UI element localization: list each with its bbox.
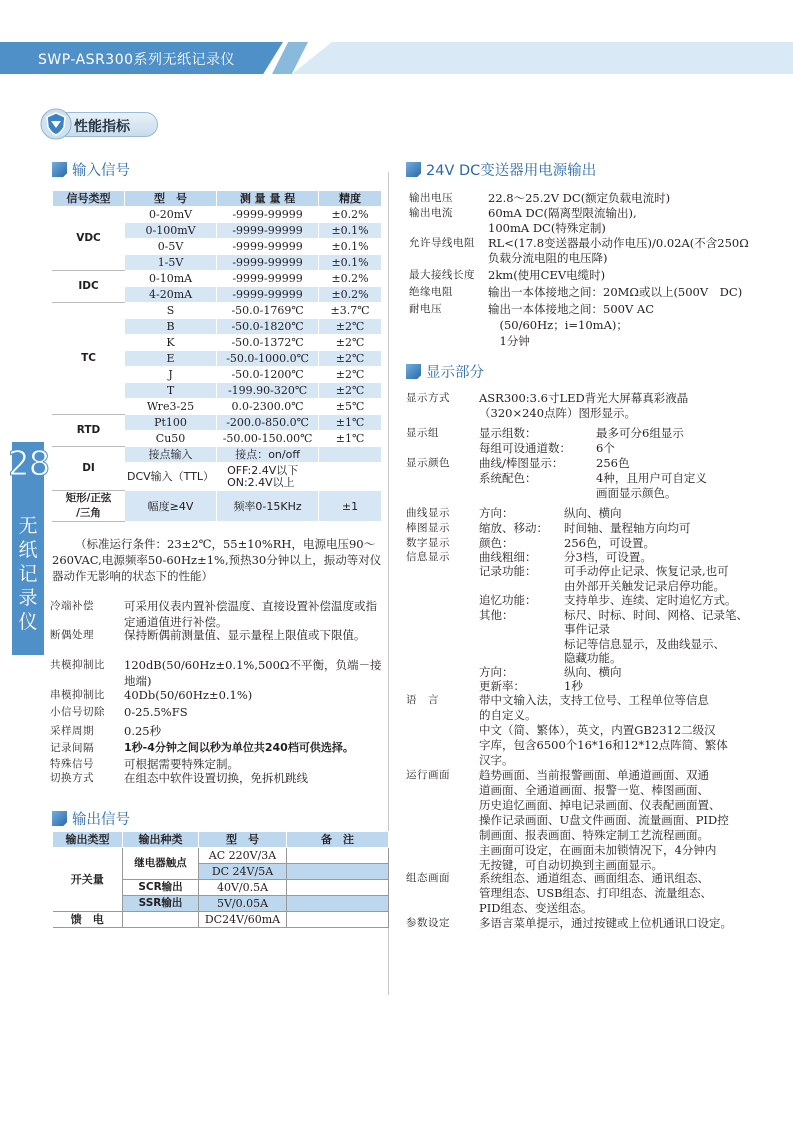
header-band [0,42,793,74]
in-accuracy: ±2℃ [319,367,382,383]
display-value: 1秒 [564,679,583,693]
spec-value: 40Db(50/60Hz±0.1%) [124,688,253,702]
side-tab [8,442,50,655]
display-label: 趋势画面、当前报警画面、单通道画面、双通 [479,768,709,782]
in-accuracy: ±2℃ [319,335,382,351]
display-label: 记录功能： [479,564,537,578]
in-range: -9999-99999 [217,239,319,255]
in-accuracy: ±0.1% [319,255,382,271]
in-model: 幅度≥4V [125,491,217,522]
display-label: 中文（简、繁体），英文，内置GB2312二级汉 [479,723,716,737]
display-key: 语 言 [406,694,439,706]
display-label: PID组态、变送组态。 [479,901,593,915]
table-row [53,491,382,522]
out-header-model: 型 号 [199,832,287,848]
display-row [406,455,790,471]
in-accuracy: ±1 [319,491,382,522]
out-note [287,912,389,928]
in-model: K [125,335,217,351]
out-model: DC 24V/5A [199,864,287,880]
display-label: 制画面、报表画面、特殊定制工艺流程画面。 [479,828,709,842]
power-value: 22.8～25.2V DC(额定负载电流时) [488,191,671,205]
display-label: 系统组态、通道组态、画面组态、通讯组态、 [479,871,709,885]
in-range: 接点：on/off [217,447,319,463]
in-accuracy: ±0.2% [319,271,382,287]
display-row [406,563,790,579]
out-model: DC24V/60mA [199,912,287,928]
in-model: S [125,303,217,319]
in-range: -50.0-1820℃ [217,319,319,335]
page-number: 28 [8,444,50,484]
power-value: 100mA DC(特殊定制) [488,221,606,235]
in-model: T [125,383,217,399]
display-value: 可手动停止记录、恢复记录,也可 [564,564,729,578]
in-range: -9999-99999 [217,223,319,239]
display-row [406,842,790,858]
in-model: 0-10mA [125,271,217,287]
spec-row [50,704,382,720]
table-row [53,415,382,431]
display-row [406,797,790,813]
power-key: 输出电流 [409,207,453,219]
display-row [406,870,790,886]
out-header-note: 备 注 [287,832,389,848]
power-value: 负载分流电阻的电压降) [488,251,608,265]
out-note [287,848,389,864]
power-key: 允许导线电阻 [409,237,475,249]
spec-value: 0.25秒 [124,724,162,738]
in-accuracy: ±2℃ [319,351,382,367]
power-key: 最大接线长度 [409,269,475,281]
in-accuracy: ±2℃ [319,383,382,399]
display-value: 纵向、横向 [564,506,622,520]
display-label: 其他： [479,608,514,622]
square-bullet-icon [406,364,421,379]
display-value: 标尺、时标、时间、网格、记录笔、 [564,608,748,622]
spec-value: 0-25.5%FS [124,705,188,719]
display-value: 256色，可设置。 [564,536,655,550]
power-row [409,301,789,317]
power-value: RL<(17.8变送器最小动作电压)/0.02A(不含250Ω [488,236,749,250]
display-label: ASR300:3.6寸LED背光大屏幕真彩液晶 [479,391,689,405]
spec-row [50,598,382,630]
spec-value: 保持断偶前测量值、显示量程上限值或下限值。 [124,628,366,642]
spec-value: 在组态中软件设置切换，免拆机跳线 [124,771,308,785]
input-title: 输入信号 [72,163,130,179]
display-label: （320×240点阵）图形显示。 [479,406,637,420]
side-title-char: 纸 [18,539,38,561]
display-row [406,470,790,486]
in-header-3: 精度 [319,191,382,207]
display-key: 显示方式 [406,392,450,404]
spec-row [50,723,382,739]
display-row [406,767,790,783]
display-label: 主画面可设定，在画面未加锁情况下，4分钟内 [479,843,717,857]
display-row [406,827,790,843]
shield-icon [40,108,72,140]
in-accuracy: ±3.7℃ [319,303,382,319]
out-note [287,896,389,912]
performance-heading [40,108,160,140]
display-label: 颜色： [479,536,514,550]
spec-key: 记录间隔 [50,742,94,754]
in-range: -50.0-1000.0℃ [217,351,319,367]
in-range: -50.0-1200℃ [217,367,319,383]
in-range: -199.90-320℃ [217,383,319,399]
display-value: 画面显示颜色。 [596,486,677,500]
in-range: -50.0-1372℃ [217,335,319,351]
side-title-char: 录 [18,587,38,609]
in-accuracy: ±0.1% [319,239,382,255]
square-bullet-icon [52,162,67,177]
display-row [406,592,790,608]
input-heading [52,159,130,177]
spec-value: 可根据需要特殊定制。 [124,757,239,771]
spec-value: 可采用仪表内置补偿温度、直接设置补偿温度或指定通道值进行补偿。 [124,599,377,629]
output-heading [52,808,130,826]
out-note [287,864,389,880]
display-value: 256色 [596,456,630,470]
display-heading [406,361,484,379]
display-label: 的自定义。 [479,708,537,722]
in-model: E [125,351,217,367]
display-row [406,692,790,708]
display-row [406,405,790,421]
spec-key: 特殊信号 [50,758,94,770]
side-title [18,514,38,634]
display-row [406,621,790,637]
display-label: 历史追忆画面、掉电记录画面、仪表配画面置、 [479,798,721,812]
power-row [409,333,789,349]
spec-key: 共模抑制比 [50,659,105,671]
in-range: OFF:2.4V以下 ON:2.4V以上 [217,463,319,491]
display-row [406,737,790,753]
spec-key: 切换方式 [50,772,94,784]
header-light-band [292,42,793,74]
display-value: 纵向、横向 [564,665,622,679]
power-row [409,220,789,236]
display-value: 隐藏功能。 [564,651,622,665]
out-cat-switch: 开关量 [53,848,123,912]
in-model: Wre3-25 [125,399,217,415]
display-value: 由外部开关触发记录启停功能。 [564,579,725,593]
display-label: 方向： [479,665,514,679]
display-row [406,915,790,931]
in-model: 0-5V [125,239,217,255]
in-range: -9999-99999 [217,255,319,271]
in-accuracy: ±0.2% [319,207,382,223]
power-key: 绝缘电阻 [409,286,453,298]
performance-title: 性能指标 [74,119,130,135]
in-model: DCV输入（TTL） [125,463,217,491]
display-row [406,752,790,768]
display-value: 标记等信息显示，及曲线显示、 [564,637,725,651]
table-row [53,207,382,223]
display-label: 道画面、全通道画面、报警一览、棒图画面、 [479,783,709,797]
out-relay: 继电器触点 [123,848,199,880]
side-title-char: 无 [18,515,38,537]
out-ssr: SSR输出 [123,896,199,912]
output-table [52,831,389,928]
spec-row [50,657,382,689]
in-model: J [125,367,217,383]
in-model: B [125,319,217,335]
in-category: 矩形/正弦 /三角 [53,491,125,522]
in-header-0: 信号类型 [53,191,125,207]
display-label: 缩放、移动： [479,521,548,535]
standard-conditions: （标准运行条件：23±2℃，55±10%RH，电源电压90～260VAC,电源频率50-60Hz±1%,预热30分钟以上，振动等对仪器动作无影响的状态下的性能） [52,537,382,583]
display-label: 汉字。 [479,753,514,767]
in-model: Cu50 [125,431,217,447]
in-category: IDC [53,271,125,303]
power-row [409,205,789,221]
in-accuracy: ±0.1% [319,223,382,239]
output-title: 输出信号 [72,812,130,828]
display-row [406,485,790,501]
out-model: AC 220V/3A [199,848,287,864]
side-title-char: 记 [18,563,38,585]
spec-value: 120dB(50/60Hz±0.1%,500Ω不平衡，负端－接地端) [124,658,382,688]
header-title: SWP-ASR300系列无纸记录仪 [38,52,236,68]
display-value: 最多可分6组显示 [596,426,684,440]
in-accuracy: ±1℃ [319,431,382,447]
in-model: 接点输入 [125,447,217,463]
display-value: 支持单步、连续、定时追忆方式。 [564,593,737,607]
in-header-2: 测 量 量 程 [217,191,319,207]
display-label: 管理组态、USB组态、打印组态、流量组态、 [479,886,713,900]
out-cat-feed: 馈 电 [53,912,123,928]
in-header-1: 型 号 [125,191,217,207]
in-model: 4-20mA [125,287,217,303]
display-label: 每组可设通道数： [479,441,571,455]
in-model: 1-5V [125,255,217,271]
display-row [406,812,790,828]
display-value: 6个 [596,441,615,455]
square-bullet-icon [52,811,67,826]
input-table [52,190,382,522]
display-row [406,722,790,738]
spec-value: 1秒-4分钟之间以秒为单位共240档可供选择。 [124,741,354,754]
in-range: -50.00-150.00℃ [217,431,319,447]
spec-key: 断偶处理 [50,629,94,641]
power-value: 60mA DC(隔离型限流输出), [488,206,637,220]
table-row [53,271,382,287]
display-label: 方向： [479,506,514,520]
table-row [53,303,382,319]
display-row [406,782,790,798]
power-row [409,250,789,266]
out-kind-empty [123,912,199,928]
power-key: 耐电压 [409,303,442,315]
display-key: 信息显示 [406,551,450,563]
in-model: 0-20mV [125,207,217,223]
in-category: RTD [53,415,125,447]
in-range: -9999-99999 [217,207,319,223]
display-label: 系统配色： [479,471,537,485]
display-value: 分3档，可设置。 [564,550,652,564]
power-key: 输出电压 [409,192,453,204]
in-range: -9999-99999 [217,271,319,287]
side-title-char: 仪 [18,611,38,633]
spec-key: 冷端补偿 [50,600,94,612]
display-label: 显示组数： [479,426,537,440]
power-row [409,284,789,300]
out-note [287,880,389,896]
display-key: 显示组 [406,427,439,439]
out-header-type: 输出类型 [53,832,123,848]
power-row [409,190,789,206]
power-value: 输出一本体接地之间：20MΩ或以上(500V DC) [488,285,743,299]
display-key: 数字显示 [406,537,450,549]
display-row [406,707,790,723]
out-model: 40V/0.5A [199,880,287,896]
in-category: TC [53,303,125,415]
power-row [409,317,789,333]
spec-row [50,627,382,659]
in-range: -200.0-850.0℃ [217,415,319,431]
power-value: 输出一本体接地之间：500V AC [488,302,655,316]
display-row [406,885,790,901]
out-header-kind: 输出种类 [123,832,199,848]
in-accuracy: ±1℃ [319,415,382,431]
spec-key: 串模抑制比 [50,689,105,701]
out-model: 5V/0.05A [199,896,287,912]
in-category: DI [53,447,125,491]
display-key: 棒图显示 [406,522,450,534]
in-category: VDC [53,207,125,271]
power-value: (50/60Hz；i=10mA)； [488,318,628,332]
in-accuracy: ±0.2% [319,287,382,303]
in-range: 0.0-2300.0℃ [217,399,319,415]
display-label: 更新率： [479,679,525,693]
display-row [406,440,790,456]
power-value: 1分钟 [488,334,530,348]
power-value: 2km(使用CEV电缆时) [488,268,606,282]
square-bullet-icon [406,162,421,177]
power-title: 24V DC变送器用电源输出 [426,163,597,179]
display-title: 显示部分 [426,365,484,381]
display-label: 操作记录画面、U盘文件画面、流量画面、PID控 [479,813,729,827]
display-key: 运行画面 [406,769,450,781]
in-model: Pt100 [125,415,217,431]
in-accuracy: ±2℃ [319,319,382,335]
display-label: 曲线粗细： [479,550,537,564]
in-accuracy [319,463,382,491]
display-label: 无按键，可自动切换到主画面显示。 [479,858,663,872]
display-row [406,900,790,916]
in-accuracy: ±5℃ [319,399,382,415]
display-label: 带中文输入法，支持工位号、工程单位等信息 [479,693,709,707]
spec-row [50,770,382,786]
in-range: 频率0-15KHz [217,491,319,522]
display-label: 字库，包含6500个16*16和12*12点阵简、繁体 [479,738,728,752]
display-value: 时间轴、量程轴方向均可 [564,521,691,535]
in-model: 0-100mV [125,223,217,239]
in-accuracy [319,447,382,463]
in-range: -9999-99999 [217,287,319,303]
table-row [53,447,382,463]
display-value: 4种，且用户可自定义 [596,471,707,485]
power-row [409,267,789,283]
spec-key: 小信号切除 [50,706,105,718]
display-key: 组态画面 [406,872,450,884]
display-value: 事件记录 [564,622,610,636]
in-range: -50.0-1769℃ [217,303,319,319]
display-label: 曲线/棒图显示： [479,456,564,470]
display-row [406,425,790,441]
display-row [406,505,790,521]
display-label: 追忆功能： [479,593,537,607]
display-key: 曲线显示 [406,507,450,519]
display-row [406,390,790,406]
power-heading [406,159,596,177]
display-key: 显示颜色 [406,457,450,469]
display-row [406,520,790,536]
out-scr: SCR输出 [123,880,199,896]
spec-row [50,687,382,703]
power-row [409,235,789,251]
display-label: 多语言菜单提示，通过按键或上位机通讯口设定。 [479,916,732,930]
display-key: 参数设定 [406,917,450,929]
spec-row [50,740,382,756]
spec-key: 采样周期 [50,725,94,737]
